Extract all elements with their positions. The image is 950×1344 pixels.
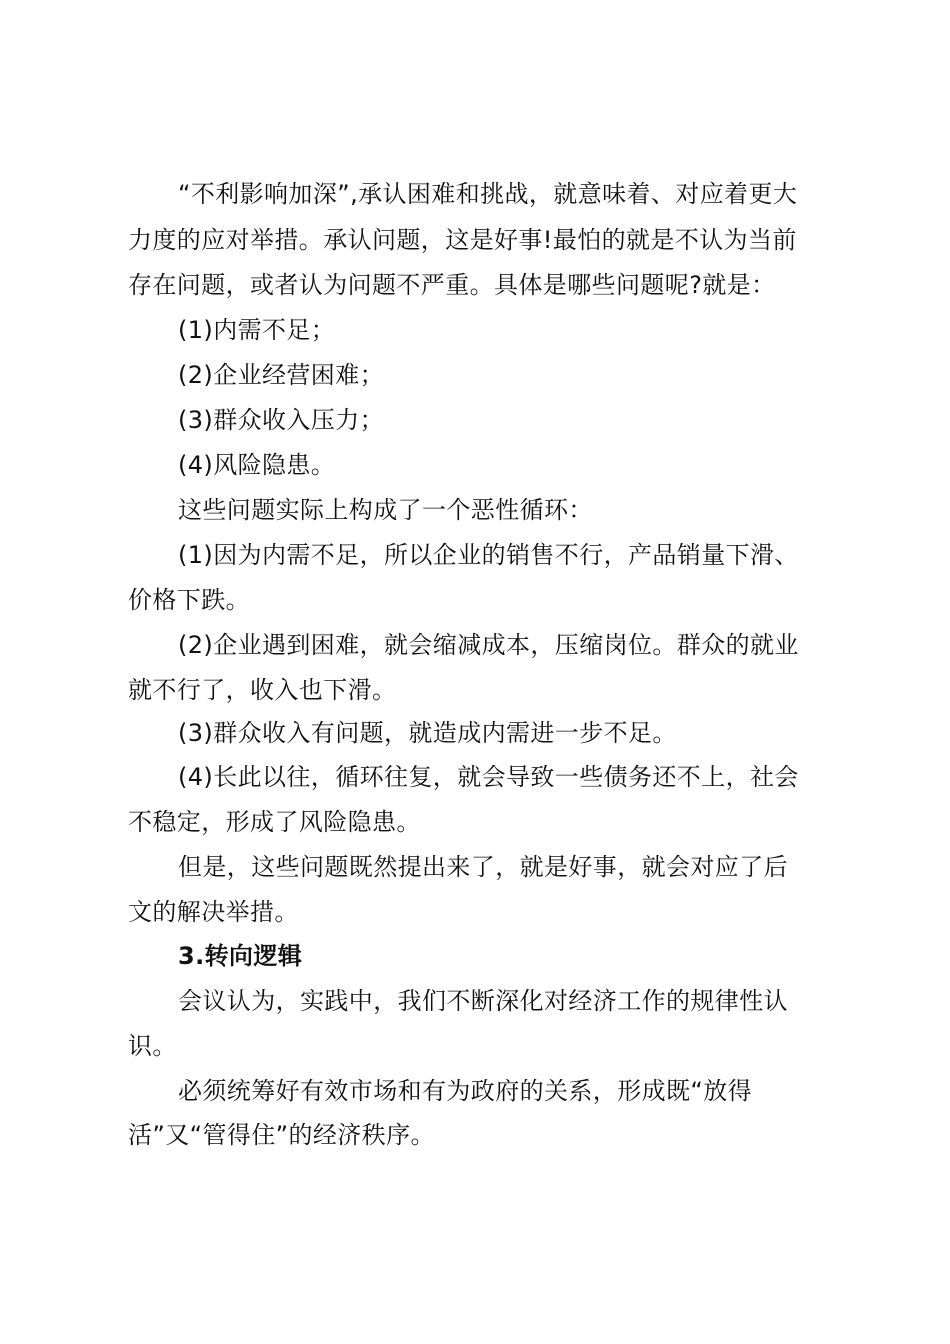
paragraph-line: 存在问题，或者认为问题不严重。具体是哪些问题呢?就是： bbox=[128, 271, 776, 299]
paragraph-line: 会议认为，实践中，我们不断深化对经济工作的规律性认 bbox=[178, 987, 788, 1015]
paragraph-line: (4)长此以往，循环往复，就会导致一些债务还不上，社会 bbox=[178, 763, 799, 791]
list-item: (2)企业经营困难； bbox=[178, 361, 384, 389]
paragraph-line: 识。 bbox=[128, 1032, 177, 1060]
paragraph-line: 力度的应对举措。承认问题，这是好事!最怕的就是不认为当前 bbox=[128, 226, 797, 254]
paragraph-line: 这些问题实际上构成了一个恶性循环： bbox=[178, 496, 593, 524]
list-item: (3)群众收入压力； bbox=[178, 406, 384, 434]
paragraph-line: (2)企业遇到困难，就会缩减成本，压缩岗位。群众的就业 bbox=[178, 631, 799, 659]
paragraph-line: (3)群众收入有问题，就造成内需进一步不足。 bbox=[178, 719, 677, 747]
section-heading: 3.转向逻辑 bbox=[178, 942, 303, 970]
paragraph-line: “不利影响加深”,承认困难和挑战，就意味着、对应着更大 bbox=[178, 180, 798, 208]
paragraph-line: 不稳定，形成了风险隐患。 bbox=[128, 808, 421, 836]
paragraph-line: 文的解决举措。 bbox=[128, 898, 299, 926]
paragraph-line: 就不行了，收入也下滑。 bbox=[128, 676, 397, 704]
list-item: (4)风险隐患。 bbox=[178, 451, 336, 479]
paragraph-line: 活”又“管得住”的经济秩序。 bbox=[128, 1121, 435, 1149]
paragraph-line: 价格下跌。 bbox=[128, 586, 250, 614]
paragraph-line: (1)因为内需不足，所以企业的销售不行，产品销量下滑、 bbox=[178, 541, 799, 569]
list-item: (1)内需不足； bbox=[178, 316, 336, 344]
paragraph-line: 但是，这些问题既然提出来了，就是好事，就会对应了后 bbox=[178, 853, 788, 881]
paragraph-line: 必须统筹好有效市场和有为政府的关系，形成既“放得 bbox=[178, 1077, 753, 1105]
